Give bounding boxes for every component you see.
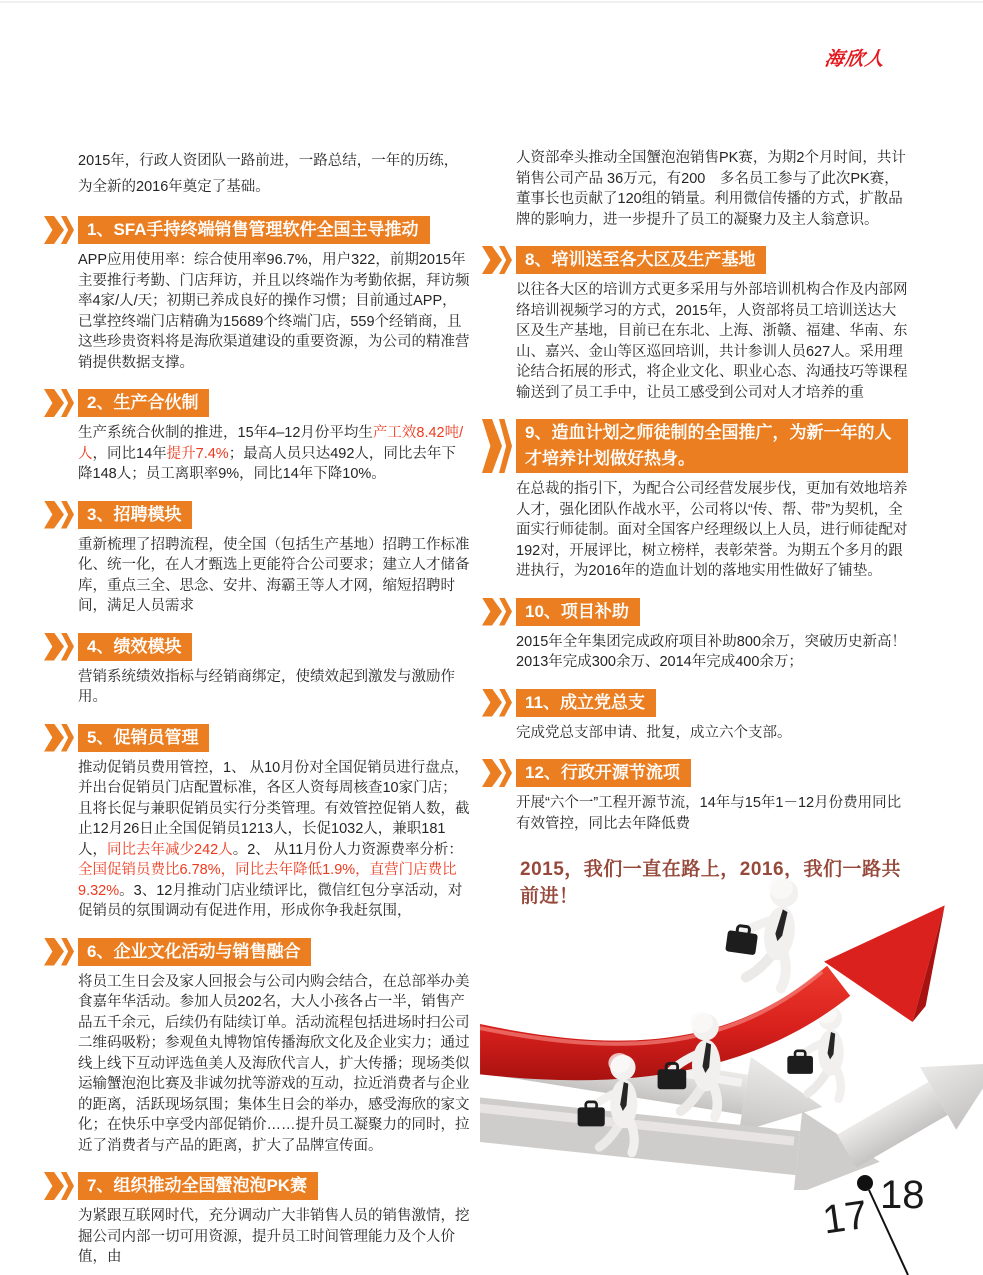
page-fold-dot xyxy=(857,1175,873,1191)
double-chevron-icon xyxy=(44,389,74,417)
section-body xyxy=(516,723,908,744)
body-text: 。3、12月推动门店业绩评比，微信红包分享活动，对促销员的氛围调动有促进作用，形成你争我赶氛围， xyxy=(78,882,463,919)
right-column xyxy=(516,148,908,908)
body-text: 开展“六个一”工程开源节流，14年与15年1－12月份费用同比有效管控，同比去年降低费 xyxy=(516,795,902,832)
body-text: APP应用使用率：综合使用率96.7%，用户322，前期2015年主要推行考勤、门店拜访，并且以终端作为考勤依据，拜访频率4家/人/天；初期已养成良好的操作习惯；目前通过APP，已掌控终端门店精确为15689个终端门店，559个经销商，且这些珍贵资料将是海欣渠道建设的重要资源，为公司的精准营销提供数据支撑。 xyxy=(78,252,470,371)
body-text: 。2、 从11月份人力资源费率分析： xyxy=(232,841,463,858)
section-title: 9、造血计划之师徒制的全国推广，为新一年的人才培养计划做好热身。 xyxy=(516,419,908,473)
highlighted-stat-text: 同比去年减少242人 xyxy=(107,841,233,858)
section-header xyxy=(78,633,470,661)
report-section xyxy=(516,689,908,744)
section-title: 2、生产合伙制 xyxy=(78,389,209,417)
section-body xyxy=(78,758,470,922)
section-body xyxy=(78,250,470,373)
section-header xyxy=(78,724,470,752)
lead-paragraph: 人资部牵头推动全国蟹泡泡销售PK赛，为期2个月时间，共计销售公司产品 36万元，有200 多名员工参与了此次PK赛，董事长也贡献了120组的销量。利用微信传播的方式，扩散品牌的影响力，进一步提升了员工的凝聚力及主人翁意识。 xyxy=(516,150,906,228)
body-text: 推动促销员费用管控，1、 从10月份对全国促销员进行盘点，并出台促销员门店配置标准，各区人资每周核查10家门店；且将长促与兼职促销员实行分类管理。有效管控促销人数，截止12月26日止全国促销员1213人，长促1032人，兼职181人， xyxy=(78,759,470,858)
section-title: 11、成立党总支 xyxy=(516,689,656,717)
section-body xyxy=(78,972,470,1157)
highlighted-stat-text: 产工效8.42吨/人 xyxy=(78,425,464,462)
section-title: 1、SFA手持终端销售管理软件全国主导推动 xyxy=(78,216,430,244)
report-section xyxy=(78,389,470,485)
double-chevron-icon xyxy=(44,501,74,529)
report-section xyxy=(78,501,470,617)
double-chevron-icon xyxy=(44,1172,74,1200)
section-header xyxy=(516,419,908,473)
section-title: 6、企业文化活动与销售融合 xyxy=(78,938,311,966)
left-column xyxy=(78,148,470,1268)
page-number-block xyxy=(795,1152,983,1275)
body-text: 以往各大区的培训方式更多采用与外部培训机构合作及内部网络培训视频学习的方式，2015年，人资部将员工培训送达大区及生产基地，目前已在东北、上海、浙赣、福建、华南、东山、嘉兴、金山等区巡回培训，共计参训人员627人。采用理论结合拓展的形式，将企业文化、职业心态、沟通技巧等课程输送到了员工手中，让员工感受到公司对人才培养的重 xyxy=(516,282,908,401)
growth-arrow-illustration xyxy=(480,843,983,1190)
double-chevron-icon xyxy=(482,419,512,473)
section-title: 5、促销员管理 xyxy=(78,724,209,752)
section-title: 3、招聘模块 xyxy=(78,501,192,529)
report-section xyxy=(516,419,908,582)
section-title: 4、绩效模块 xyxy=(78,633,192,661)
double-chevron-icon xyxy=(482,598,512,626)
report-section xyxy=(78,724,470,922)
section-header xyxy=(78,501,470,529)
closing-slogan: 2015，我们一直在路上，2016，我们一路共前进！ xyxy=(520,859,902,907)
body-text: 2015年全年集团完成政府项目补助800余万，突破历史新高！2013年完成300余万、2014年完成400余万； xyxy=(516,633,906,670)
double-chevron-icon xyxy=(44,216,74,244)
body-text: 重新梳理了招聘流程，使全国（包括生产基地）招聘工作标准化、统一化，在人才甄选上更能符合公司要求；建立人才储备库，重点三全、思念、安井、海霸王等人才网，缩短招聘时间，满足人员需求 xyxy=(78,536,470,614)
section-title: 7、组织推动全国蟹泡泡PK赛 xyxy=(78,1172,318,1200)
body-text: 将员工生日会及家人回报会与公司内购会结合，在总部举办美食嘉年华活动。参加人员202名，大人小孩各占一半，销售产品五千余元，后续仍有陆续订单。活动流程包括进场时扫公司二维码吸粉；参观鱼丸博物馆传播海欣文化及企业实力；通过线上线下互动评选鱼美人及海欣代言人，扩大传播；现场类似运输蟹泡泡比赛及非诚勿扰等游戏的互动，拉近消费者与企业的距离，活跃现场氛围；集体生日会的举办，感受海欣的家文化；在快乐中享受内部促销价……提升员工凝聚力的同时，拉近了消费者与产品的距离，扩大了品牌宣传面。 xyxy=(78,973,470,1154)
body-text: ，同比14年 xyxy=(92,445,167,462)
section-title: 8、培训送至各大区及生产基地 xyxy=(516,246,766,274)
section-body xyxy=(516,479,908,582)
report-section xyxy=(516,246,908,403)
body-text: 营销系统绩效指标与经销商绑定，使绩效起到激发与激励作用。 xyxy=(78,668,455,705)
page-number-right: 18 xyxy=(880,1173,925,1217)
section-header xyxy=(78,1172,470,1200)
brand-logo: 海欣人 xyxy=(823,49,887,70)
report-section xyxy=(78,1172,470,1268)
section-body xyxy=(78,535,470,617)
report-section xyxy=(516,598,908,673)
double-chevron-icon xyxy=(482,246,512,274)
section-header xyxy=(516,759,908,787)
section-header xyxy=(78,938,470,966)
double-chevron-icon xyxy=(482,759,512,787)
report-section xyxy=(516,759,908,834)
report-section xyxy=(78,633,470,708)
body-text: 完成党总支部申请、批复，成立六个支部。 xyxy=(516,724,792,741)
right-column-sections xyxy=(516,246,908,834)
section-body xyxy=(516,793,908,834)
body-text: 生产系统合伙制的推进，15年4–12月份平均生 xyxy=(78,425,373,441)
double-chevron-icon xyxy=(44,938,74,966)
top-divider xyxy=(0,1,983,3)
section-body xyxy=(78,423,470,485)
body-text: 为紧跟互联网时代，充分调动广大非销售人员的销售激情，挖掘公司内部一切可用资源，提升员工时间管理能力及个人价值，由 xyxy=(78,1208,470,1265)
double-chevron-icon xyxy=(482,689,512,717)
section-header xyxy=(78,389,470,417)
intro-paragraph: 2015年，行政人资团队一路前进，一路总结，一年的历练，为全新的2016年奠定了基础。 xyxy=(78,153,459,195)
body-text: ；最高人员只达492人，同比去年下降148人；员工离职率9%，同比14年下降10%。 xyxy=(78,445,456,482)
section-header xyxy=(78,216,470,244)
body-text: 在总裁的指引下，为配合公司经营发展步伐，更加有效地培养人才，强化团队作战水平，公司将以“传、帮、带”为契机，全面实行师徒制。面对全国客户经理级以上人员，进行师徒配对192对，开展评比，树立榜样，表彰荣誉。为期五个多月的跟进执行，为2016年的造血计划的落地实用性做好了铺垫。 xyxy=(516,481,908,579)
double-chevron-icon xyxy=(44,724,74,752)
businessman-figure xyxy=(721,870,802,989)
left-column-sections xyxy=(78,216,470,1268)
section-header xyxy=(516,689,908,717)
page-number-left: 17 xyxy=(820,1192,871,1243)
section-body xyxy=(516,632,908,673)
report-section xyxy=(78,216,470,373)
section-title: 10、项目补助 xyxy=(516,598,640,626)
highlighted-stat-text: 全国促销员费比6.78%，同比去年降低1.9%，直营门店费比9.32% xyxy=(78,862,457,899)
section-body xyxy=(78,1206,470,1268)
double-chevron-icon xyxy=(44,633,74,661)
section-body xyxy=(78,667,470,708)
highlighted-stat-text: 提升7.4% xyxy=(166,445,229,462)
section-header xyxy=(516,598,908,626)
section-body xyxy=(516,280,908,403)
report-section xyxy=(78,938,470,1157)
section-header xyxy=(516,246,908,274)
section-title: 12、行政开源节流项 xyxy=(516,759,691,787)
